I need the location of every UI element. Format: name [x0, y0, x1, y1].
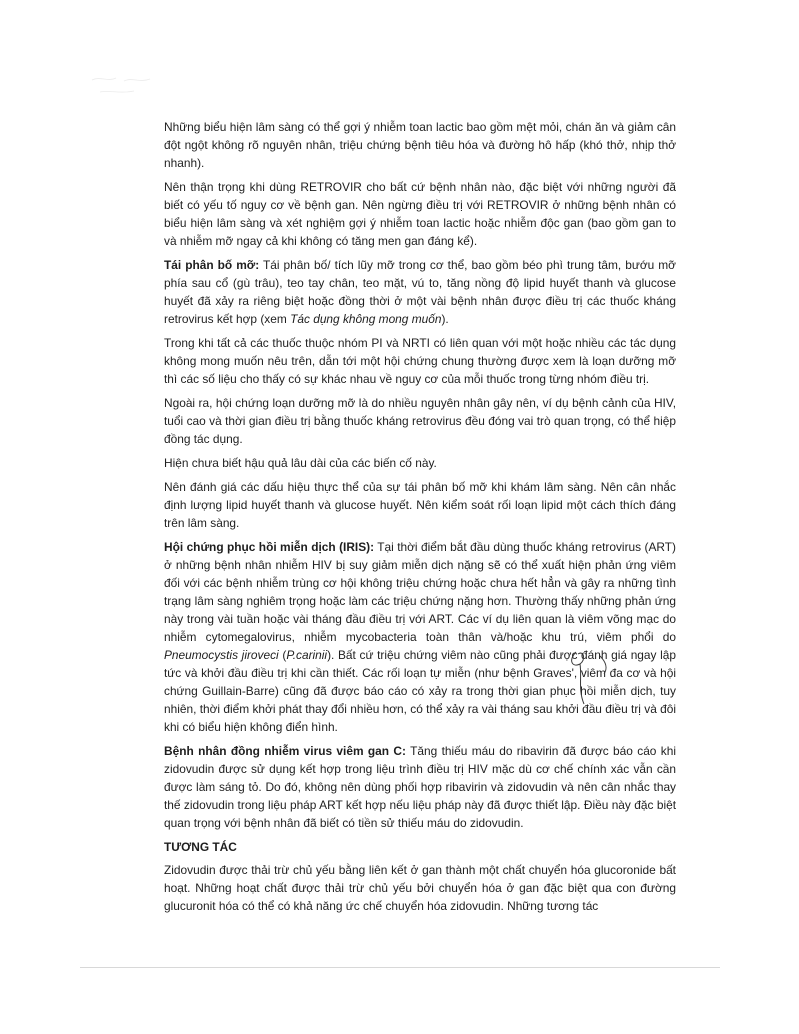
paragraph-label: Bệnh nhân đồng nhiễm virus viêm gan C:	[164, 744, 406, 758]
paragraph: Ngoài ra, hội chứng loạn dưỡng mỡ là do nhiều nguyên nhân gây nên, ví dụ bệnh cảnh của HIV, tuổi cao và thời gian điều trị bằng thuốc kháng retrovirus đều đóng vai trò quan trọng, có thể hiệp đồng tác dụng.	[164, 396, 676, 446]
page-divider	[80, 967, 720, 968]
paragraph-text: (	[278, 648, 287, 662]
paragraph: Zidovudin được thải trừ chủ yếu bằng liên kết ở gan thành một chất chuyển hóa glucoronide bất hoạt. Những hoạt chất được thải trừ chủ yếu bởi chuyển hóa ở gan đặc biệt qua con đường glucuronit hóa có thể có khả năng ức chế chuyển hóa zidovudin. Những tương tác	[164, 863, 676, 913]
paragraph-fat-redistribution	[164, 256, 676, 328]
paragraph: Những biểu hiện lâm sàng có thể gợi ý nhiễm toan lactic bao gồm mệt mỏi, chán ăn và giảm cân đột ngột không rõ nguyên nhân, triệu chứng bệnh tiêu hóa và đường hô hấp (khó thở, nhịp thở nhanh).	[164, 120, 676, 170]
paragraph-label: Tái phân bố mỡ:	[164, 258, 260, 272]
section-heading: TƯƠNG TÁC	[164, 840, 237, 854]
paragraph-text: Tại thời điểm bắt đầu dùng thuốc kháng retrovirus (ART) ở những bệnh nhân nhiễm HIV bị suy giảm miễn dịch nặng sẽ có thể xuất hiện phản ứng viêm đối với các bệnh nhiễm trùng cơ hội không triệu chứng hoặc chưa hết hẳn và gây ra những tình trạng lâm sàng nghiêm trọng hoặc làm các triệu chứng nặng hơn. Thường thấy những phản ứng này trong vài tuần hoặc vài tháng đầu điều trị với ART. Các ví dụ liên quan là viêm võng mạc do nhiễm cytomegalovirus, nhiễm mycobacteria toàn thân và/hoặc khu trú, viêm phổi do	[164, 540, 676, 644]
paragraph-text: Tăng thiếu máu do ribavirin đã được báo cáo khi zidovudin được sử dụng kết hợp trong liệu trình điều trị HIV mặc dù cơ chế chính xác vẫn cần được làm sáng tỏ. Do đó, không nên dùng phối hợp ribavirin và zidovudin và nên cân nhắc thay thế zidovudin trong liệu pháp ART kết hợp nếu liệu pháp này đã được thiết lập. Điều này đặc biệt quan trọng với bệnh nhân đã biết có tiền sử thiếu máu do zidovudin.	[164, 744, 676, 830]
paragraph-text: Tái phân bố/ tích lũy mỡ trong cơ thể, bao gồm béo phì trung tâm, bướu mỡ phía sau cổ (gù trâu), teo tay chân, teo mặt, vú to, tăng nồng độ lipid huyết thanh và glucose huyết đã xảy ra riêng biệt hoặc đồng thời ở một vài bệnh nhân được điều trị các thuốc kháng retrovirus kết hợp (xem	[164, 258, 676, 326]
paragraph: Hiện chưa biết hậu quả lâu dài của các biến cố này.	[164, 456, 437, 470]
organism-name: Pneumocystis jiroveci	[164, 648, 279, 662]
paragraph: Trong khi tất cả các thuốc thuộc nhóm PI và NRTI có liên quan với một hoặc nhiều các tác dụng không mong muốn nêu trên, dẫn tới một hội chứng chung thường được xem là loạn dưỡng mỡ thì các số liệu cho thấy có sự khác nhau về nguy cơ của mỗi thuốc trong từng nhóm điều trị.	[164, 336, 676, 386]
paragraph: Nên thận trọng khi dùng RETROVIR cho bất cứ bệnh nhân nào, đặc biệt với những người đã biết có yếu tố nguy cơ về bệnh gan. Nên ngừng điều trị với RETROVIR ở những bệnh nhân có biểu hiện lâm sàng và xét nghiệm gợi ý nhiễm toan lactic hoặc nhiễm độc gan (bao gồm gan to và nhiễm mỡ ngay cả khi không có tăng men gan đáng kể).	[164, 180, 676, 248]
organism-name: P.carinii	[286, 648, 328, 662]
paragraph: Nên đánh giá các dấu hiệu thực thể của sự tái phân bố mỡ khi khám lâm sàng. Nên cân nhắc định lượng lipid huyết thanh và glucose huyết. Nên kiểm soát rối loạn lipid một cách thích đáng trên lâm sàng.	[164, 480, 676, 530]
paragraph-label: Hội chứng phục hồi miễn dịch (IRIS):	[164, 540, 375, 554]
handwritten-mark	[560, 646, 640, 716]
paragraph-text: ). Bất cứ triệu chứng viêm nào cũng phải được đánh giá ngay lập tức và khởi đầu điều trị khi cần thiết. Các rối loạn tự miễn (như bệnh Graves', viêm đa cơ và hội chứng Guillain-Barre) cũng đã được báo cáo có xảy ra trong thời gian phục hồi miễn dịch, tuy nhiên, thời điểm khởi phát thay đổi nhiều hơn, có thể xảy ra vài tháng sau khởi đầu điều trị và đôi khi có biểu hiện không điển hình.	[164, 648, 677, 734]
document-body	[164, 118, 676, 921]
scan-artifact	[90, 72, 160, 100]
paragraph-hcv	[164, 742, 676, 832]
cross-reference: Tác dụng không mong muốn	[290, 312, 442, 326]
paragraph-text: ).	[441, 312, 449, 326]
